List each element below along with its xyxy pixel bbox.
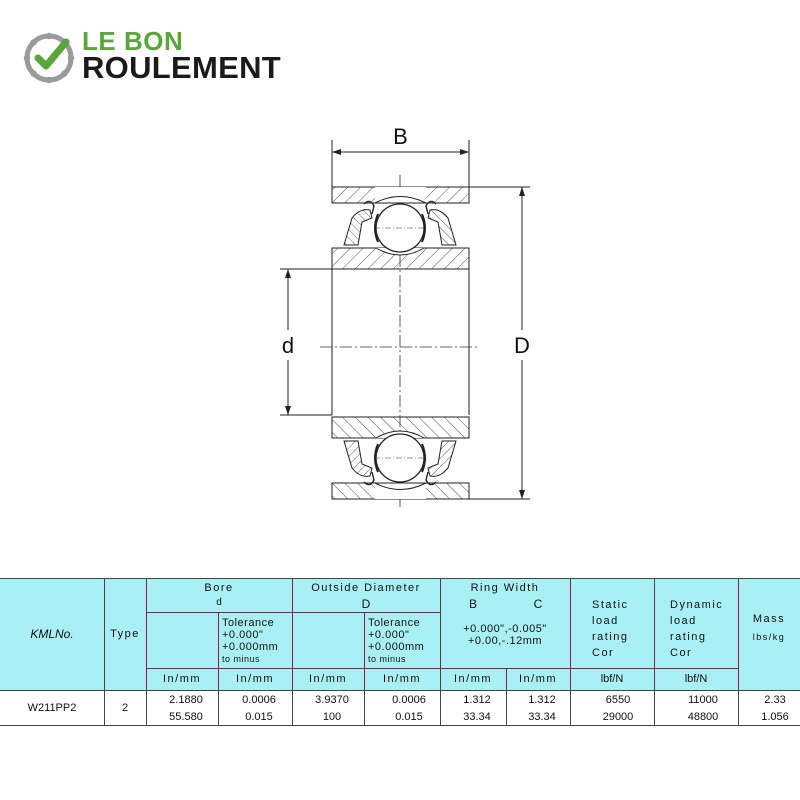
brand-logo [22, 26, 302, 88]
unit-b: In/mm [453, 673, 493, 685]
cell-dynamic-n: 48800 [687, 710, 719, 723]
header-bore: Bore [204, 582, 234, 594]
unit-static: lbf/N [600, 673, 624, 685]
cell-od-in: 3.9370 [315, 693, 349, 706]
cell-od-mm: 100 [322, 710, 342, 723]
dimension-bore-d [276, 269, 332, 415]
logo-text-line1: LE BON [82, 26, 184, 56]
header-kml-no: KMLNo. [30, 627, 74, 641]
header-ring-b: B [468, 597, 477, 611]
header-ring-width: Ring Width [470, 582, 540, 594]
label-b: B [393, 124, 408, 149]
dimension-outer-d [469, 187, 536, 499]
header-bore-tolerance: Tolerance +0.000" +0.000mm to minus [222, 617, 279, 664]
header-od-d: D [361, 597, 371, 611]
unit-dynamic: lbf/N [684, 673, 708, 685]
cell-bore-tol-mm: 0.015 [245, 710, 273, 723]
label-outer-d: D [514, 333, 530, 358]
cell-bore-tol-in: 0.0006 [242, 693, 276, 706]
cell-type: 2 [121, 702, 129, 714]
header-static-load-rating: Static load rating Cor [592, 599, 629, 659]
cell-od-tol-in: 0.0006 [392, 693, 426, 706]
bearing-top-section [332, 187, 469, 269]
cell-b-mm: 33.34 [463, 710, 491, 723]
header-type: Type [110, 628, 140, 640]
unit-bore-tol: In/mm [235, 673, 275, 685]
cell-dynamic-lbf: 11000 [688, 693, 718, 706]
header-mass: Mass lbs/kg [752, 613, 786, 642]
header-ring-tolerance: +0.000",-0.005" +0.00,-.12mm [463, 623, 547, 647]
dimension-b [332, 124, 469, 188]
unit-od: In/mm [308, 673, 348, 685]
header-bore-d: d [216, 597, 222, 608]
cell-od-tol-mm: 0.015 [395, 710, 423, 723]
header-od-tolerance: Tolerance +0.000" +0.000mm to minus [368, 617, 425, 664]
bearing-bottom-section [332, 417, 469, 499]
cell-bore-mm: 55.580 [169, 710, 203, 723]
cell-bore-in: 2.1880 [169, 693, 203, 706]
label-bore-d: d [281, 333, 295, 358]
cell-mass-kg: 1.056 [761, 710, 789, 723]
gear-check-icon [22, 28, 80, 86]
logo-text-line2: ROULEMENT [82, 50, 282, 85]
header-ring-c: C [533, 597, 543, 611]
unit-c: In/mm [518, 673, 558, 685]
unit-bore: In/mm [162, 673, 202, 685]
cell-static-n: 29000 [602, 710, 634, 723]
unit-od-tol: In/mm [382, 673, 422, 685]
cell-c-in: 1.312 [528, 693, 556, 706]
specification-table [0, 578, 800, 726]
cell-c-mm: 33.34 [528, 710, 556, 723]
header-outside-diameter: Outside Diameter [311, 582, 421, 594]
header-dynamic-load-rating: Dynamic load rating Cor [670, 599, 724, 659]
bearing-cross-section-diagram [0, 110, 800, 530]
cell-static-lbf: 6550 [605, 693, 631, 706]
cell-mass-lbs: 2.33 [764, 693, 786, 706]
cell-part-number: W211PP2 [27, 702, 77, 714]
cell-b-in: 1.312 [463, 693, 491, 706]
